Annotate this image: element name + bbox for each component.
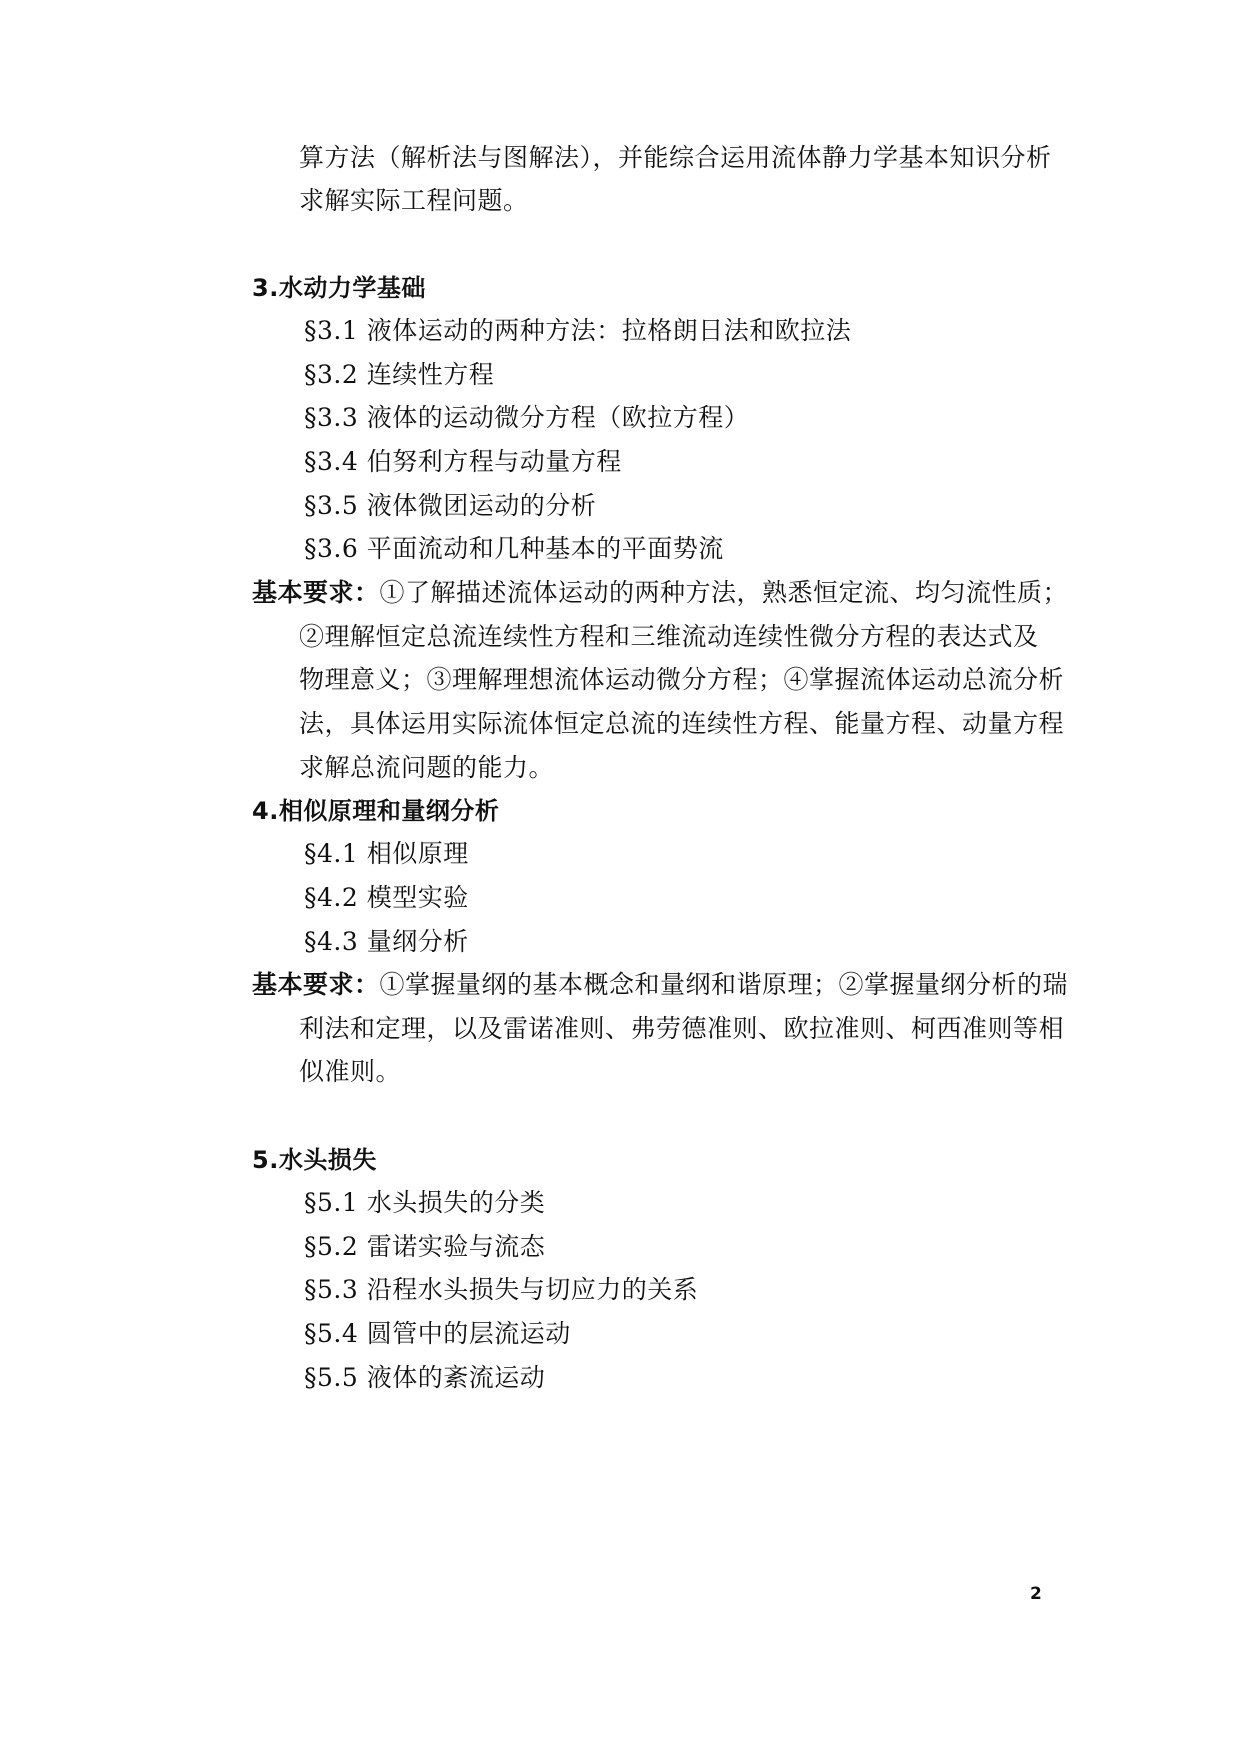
section-item: §5.5 液体的紊流运动 (304, 1363, 546, 1392)
requirement-line: 求解总流问题的能力。 (299, 753, 555, 782)
section-item: §3.5 液体微团运动的分析 (304, 491, 597, 520)
requirement-label: 基本要求： (252, 970, 380, 999)
requirement-line: 物理意义；③理解理想流体运动微分方程；④掌握流体运动总流分析 (299, 665, 1065, 694)
chapter-5-heading: 5.水头损失 (252, 1146, 377, 1174)
requirement-line (252, 576, 1068, 610)
section-item: §3.2 连续性方程 (304, 360, 495, 389)
section-item: §5.4 圆管中的层流运动 (304, 1319, 571, 1348)
requirement-line: 似准则。 (299, 1057, 402, 1086)
section-item: §5.2 雷诺实验与流态 (304, 1232, 546, 1261)
section-item: §5.1 水头损失的分类 (304, 1188, 546, 1217)
chapter-3-heading: 3.水动力学基础 (252, 274, 426, 302)
requirement-text: ①了解描述流体运动的两种方法，熟悉恒定流、均匀流性质； (379, 578, 1069, 607)
section-item: §5.3 沿程水头损失与切应力的关系 (304, 1275, 699, 1304)
chapter-4-heading: 4.相似原理和量纲分析 (252, 797, 500, 825)
paragraph-line: 算方法（解析法与图解法），并能综合运用流体静力学基本知识分析 (299, 143, 1052, 172)
section-item: §3.1 液体运动的两种方法：拉格朗日法和欧拉法 (304, 316, 852, 345)
page-number: 2 (1030, 1584, 1042, 1604)
requirement-line (252, 968, 1068, 1002)
requirement-line: ②理解恒定总流连续性方程和三维流动连续性微分方程的表达式及 (299, 622, 1039, 651)
requirement-line: 利法和定理，以及雷诺准则、弗劳德准则、欧拉准则、柯西准则等相 (299, 1014, 1065, 1043)
section-item: §4.2 模型实验 (304, 883, 469, 912)
section-item: §3.6 平面流动和几种基本的平面势流 (304, 534, 724, 563)
requirement-text: ①掌握量纲的基本概念和量纲和谐原理；②掌握量纲分析的瑞 (379, 970, 1069, 999)
section-item: §4.1 相似原理 (304, 839, 469, 868)
requirement-line: 法，具体运用实际流体恒定总流的连续性方程、能量方程、动量方程 (299, 709, 1065, 738)
section-item: §4.3 量纲分析 (304, 927, 469, 956)
paragraph-line: 求解实际工程问题。 (299, 186, 529, 215)
section-item: §3.3 液体的运动微分方程（欧拉方程） (304, 403, 750, 432)
requirement-label: 基本要求： (252, 578, 380, 607)
section-item: §3.4 伯努利方程与动量方程 (304, 447, 622, 476)
